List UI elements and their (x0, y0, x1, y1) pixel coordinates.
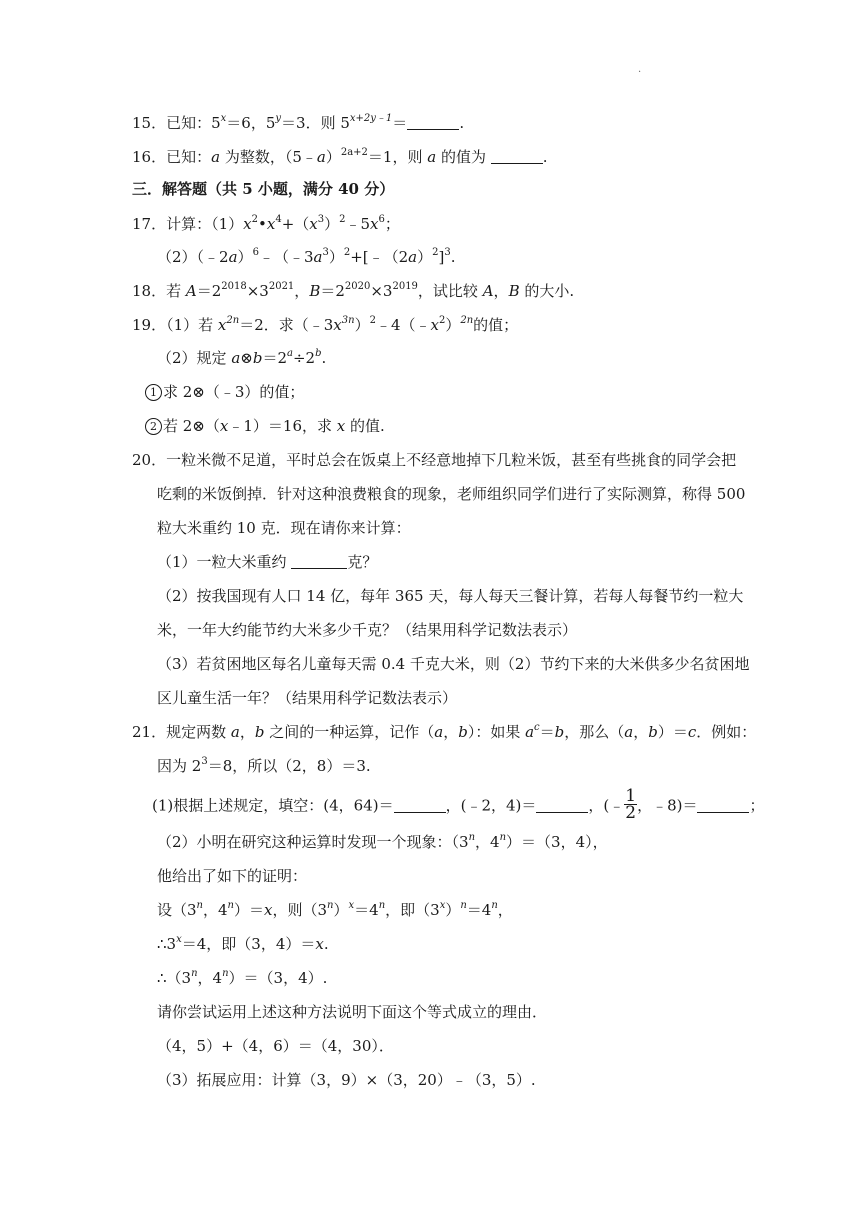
question-21-proof-intro: 他给出了如下的证明： (157, 867, 308, 885)
header-dot: . (638, 64, 642, 75)
fraction-one-half: $\frac{1}{2}$ (625, 786, 637, 823)
question-21-proof-2: $\therefore 3^x=4$，即（3，4）＝x. (157, 934, 329, 953)
question-21-proof-3: ∴（3$^n$，$4^n)=(3$，4）. (157, 968, 328, 987)
question-18: 18．若 $A=2^{2018}\times 3^{2021}$，$B=2^{2020}\times 3^{2019}$，试比较 A，B 的大小. (132, 281, 575, 300)
question-20-sub-3-line-1: （3）若贫困地区每名儿童每天需 0.4 千克大米，则（2）节约下来的大米供多少名贫困地 (157, 655, 750, 673)
question-21-example: 因为 $2^3=8$，所以（2，8）＝3. (157, 756, 371, 775)
answer-blank[interactable] (536, 798, 588, 813)
question-17-part-2: $(2)(﹣2a)^6﹣(﹣3a^3)^2+[﹣(2a)^2]^3$. (157, 247, 456, 266)
question-20-sub-2-line-2: 米，一年大约能节约大米多少千克？（结果用科学记数法表示） (157, 621, 578, 639)
question-19-part-2: （2）规定 $a\otimes b=2^a\div 2^b$. (157, 348, 327, 367)
question-20-sub-2-line-1: （2）按我国现有人口 14 亿，每年 365 天，每人每天三餐计算，若每人每餐节约一粒大 (157, 587, 744, 605)
question-21-fill: (1)根据上述规定，填空：(4，64)＝ ，(﹣2，4)＝ ，(﹣ $\frac{1}{2}$ ，﹣8)＝ ； (152, 786, 765, 823)
question-21-part-3: （3）拓展应用：计算（3，9）×（3，20）﹣（3，5）. (157, 1071, 536, 1089)
answer-blank[interactable] (491, 149, 543, 164)
question-21-ask: 请你尝试运用上述这种方法说明下面这个等式成立的理由． (157, 1003, 548, 1021)
question-20-line-1: 20．一粒米微不足道，平时总会在饭桌上不经意地掉下几粒米饭，甚至有些挑食的同学会把 (132, 451, 737, 469)
answer-blank[interactable] (394, 798, 446, 813)
answer-blank[interactable] (291, 554, 347, 569)
question-20-line-2: 吃剩的米饭倒掉．针对这种浪费粮食的现象，老师组织同学们进行了实际测算，称得 500 (157, 485, 746, 503)
question-17-part-1: 17．计算：$(1)x^2•x^4+(x^3)^2﹣5x^6$； (132, 214, 400, 233)
question-21-equation: （4，5）+（4，6）＝（4，30）． (157, 1037, 394, 1055)
question-20-sub-3-line-2: 区儿童生活一年？（结果用科学记数法表示） (157, 689, 458, 707)
question-20-sub-1: （1）一粒大米重约 克？ (157, 553, 378, 571)
question-19-part-1: 19．（1）若 $x^{2n}=2$．求$(﹣3x^{3n})^2﹣4(﹣x^2)^{2n}$的值； (132, 315, 519, 334)
question-19-sub-1: 1 求 2⊗（﹣3）的值； (145, 382, 304, 402)
circled-number-2: 2 (145, 418, 162, 435)
question-16: 16．已知：a 为整数，（5﹣a）$^{2a+2}$＝1，则 a 的值为 . (132, 147, 548, 166)
answer-blank[interactable] (697, 798, 749, 813)
question-15: 15．已知：$5^x=6$，$5^y=3$．则 $5^{x+2y﹣1}=$ . (132, 113, 465, 132)
question-21-part-2: （2）小明在研究这种运算时发现一个现象：（3$^n$，$4^n)=(3$，4）， (157, 832, 608, 851)
question-19-sub-2: 2 若 2⊗（x﹣1）＝16，求 x 的值. (145, 416, 385, 436)
answer-blank[interactable] (407, 115, 459, 130)
circled-number-1: 1 (145, 384, 162, 401)
question-21-proof-1: 设（3$^n$，$4^n)=x$，则$(3^n)^x=4^n$，即$(3^x)^n=4^n$， (157, 900, 513, 919)
question-21-intro: 21．规定两数 a，b 之间的一种运算，记作（a，b）：如果 $a^c=b$，那么（a，b）＝c．例如： (132, 722, 757, 741)
section-3-title: 三．解答题（共 5 小题，满分 40 分） (132, 180, 395, 198)
question-20-line-3: 粒大米重约 10 克．现在请你来计算： (157, 519, 411, 537)
